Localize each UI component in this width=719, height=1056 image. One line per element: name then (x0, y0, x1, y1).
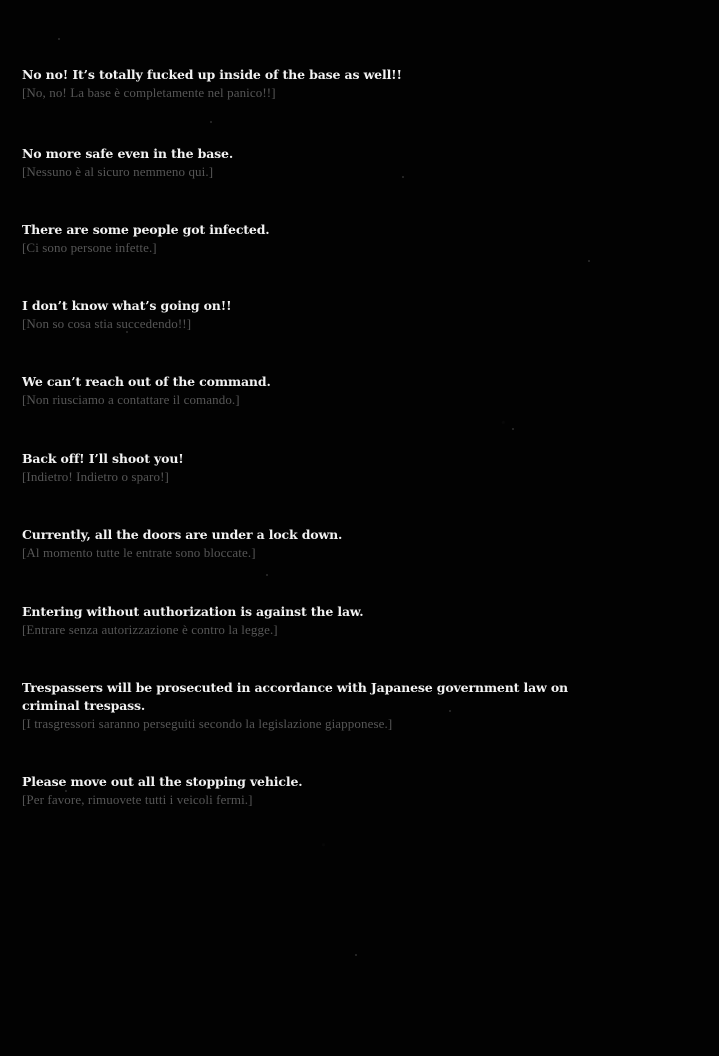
english-line-1: No no! It’s totally fucked up inside of the base as well!! (22, 67, 402, 82)
line-block-3 (22, 221, 662, 257)
english-line-4: I don’t know what’s going on!! (22, 298, 232, 313)
italian-line-9: [I trasgressori saranno perseguiti secondo la legislazione giapponese.] (22, 716, 393, 731)
line-block-4 (22, 297, 662, 333)
line-block-5 (22, 373, 662, 409)
english-line-7: Currently, all the doors are under a lock down. (22, 527, 343, 542)
speckle-dot (355, 954, 357, 956)
italian-line-6: [Indietro! Indietro o sparo!] (22, 469, 169, 484)
speckle-dot (512, 428, 514, 430)
italian-line-7: [Al momento tutte le entrate sono bloccate.] (22, 545, 256, 560)
italian-line-5: [Non riusciamo a contattare il comando.] (22, 392, 240, 407)
speckle-dot (210, 121, 212, 123)
speckle-dot (266, 574, 268, 576)
english-line-8: Entering without authorization is against the law. (22, 604, 364, 619)
italian-line-8: [Entrare senza autorizzazione è contro la legge.] (22, 622, 278, 637)
line-block-10 (22, 773, 662, 809)
line-block-2 (22, 145, 662, 181)
line-block-8 (22, 603, 662, 639)
line-block-7 (22, 526, 662, 562)
english-line-10: Please move out all the stopping vehicle. (22, 774, 303, 789)
english-line-6: Back off! I’ll shoot you! (22, 451, 184, 466)
english-line-5: We can’t reach out of the command. (22, 374, 271, 389)
line-block-9 (22, 679, 622, 733)
line-block-1 (22, 66, 662, 102)
italian-line-3: [Ci sono persone infette.] (22, 240, 157, 255)
italian-line-2: [Nessuno è al sicuro nemmeno qui.] (22, 164, 214, 179)
italian-line-1: [No, no! La base è completamente nel panico!!] (22, 85, 276, 100)
italian-line-4: [Non so cosa stia succedendo!!] (22, 316, 192, 331)
english-line-3: There are some people got infected. (22, 222, 270, 237)
speckle-dot (588, 260, 590, 262)
italian-line-10: [Per favore, rimuovete tutti i veicoli fermi.] (22, 792, 253, 807)
line-block-6 (22, 450, 662, 486)
speckle-dot (58, 38, 60, 40)
english-line-2: No more safe even in the base. (22, 146, 234, 161)
english-line-9: Trespassers will be prosecuted in accordance with Japanese government law on criminal trespass. (22, 680, 568, 713)
